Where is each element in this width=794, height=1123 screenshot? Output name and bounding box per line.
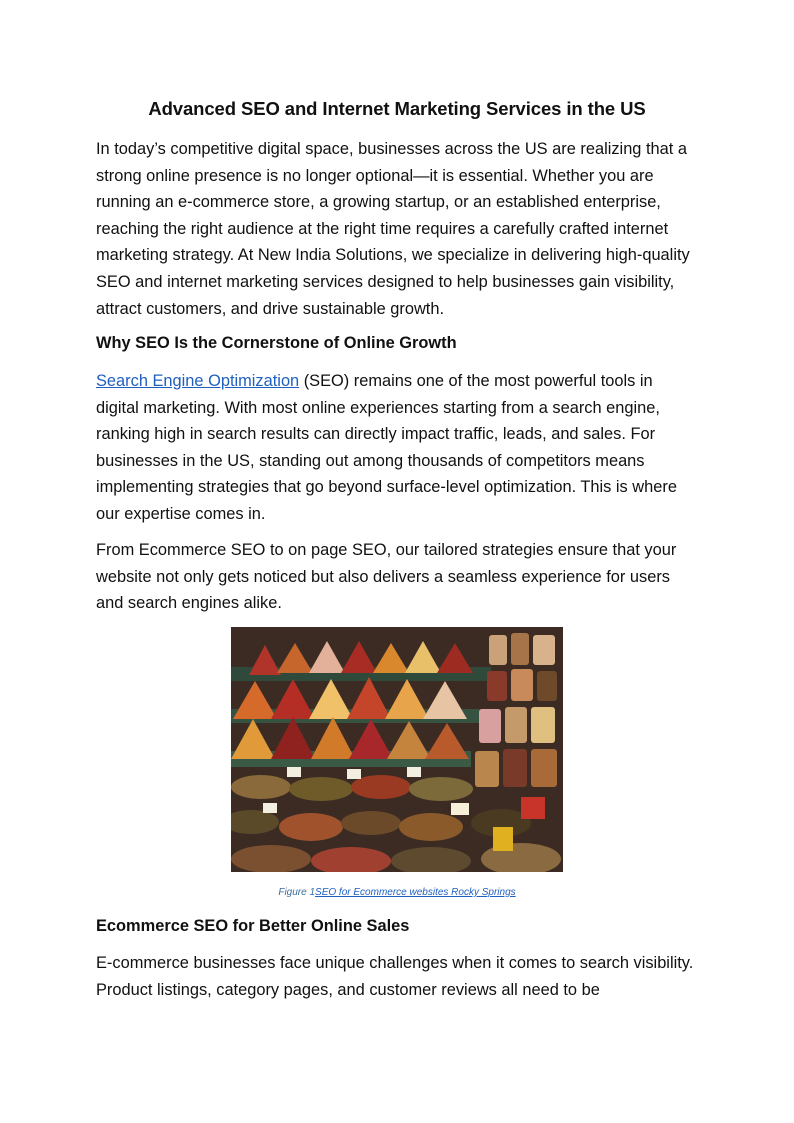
spices-market-photo (231, 627, 563, 872)
seo-paragraph (96, 368, 698, 528)
seo-paragraph-text: (SEO) remains one of the most powerful tools in digital marketing. With most online experiences starting from a search engine, ranking high in search results can directly impact traffic, leads, and sales. For businesses in the US, standing out among thousands of competitors means implementing strategies that go beyond surface-level optimization. This is where our expertise comes in. (96, 372, 677, 523)
search-engine-optimization-link[interactable]: Search Engine Optimization (96, 372, 300, 390)
page-title: Advanced SEO and Internet Marketing Services in the US (148, 98, 646, 119)
figure-caption-link[interactable]: SEO for Ecommerce websites Rocky Springs (315, 887, 516, 898)
figure-caption-prefix: Figure 1 (278, 887, 316, 898)
section-heading-why-seo: Why SEO Is the Cornerstone of Online Growth (96, 334, 457, 352)
strategies-paragraph: From Ecommerce SEO to on page SEO, our tailored strategies ensure that your website not only gets noticed but also delivers a seamless experience for users and search engines alike. (96, 541, 677, 613)
intro-paragraph: In today’s competitive digital space, businesses across the US are realizing that a strong online presence is no longer optional—it is essential. Whether you are running an e-commerce store, a growing startup, or an established enterprise, reaching the right audience at the right time requires a carefully crafted internet marketing strategy. At New India Solutions, we specialize in delivering high-quality SEO and internet marketing services designed to help businesses gain visibility, attract customers, and drive sustainable growth. (96, 140, 690, 318)
section-heading-ecommerce-seo: Ecommerce SEO for Better Online Sales (96, 917, 410, 935)
ecommerce-paragraph: E-commerce businesses face unique challenges when it comes to search visibility. Product listings, category pages, and customer reviews all need to be (96, 954, 694, 999)
figure-caption (96, 887, 698, 898)
